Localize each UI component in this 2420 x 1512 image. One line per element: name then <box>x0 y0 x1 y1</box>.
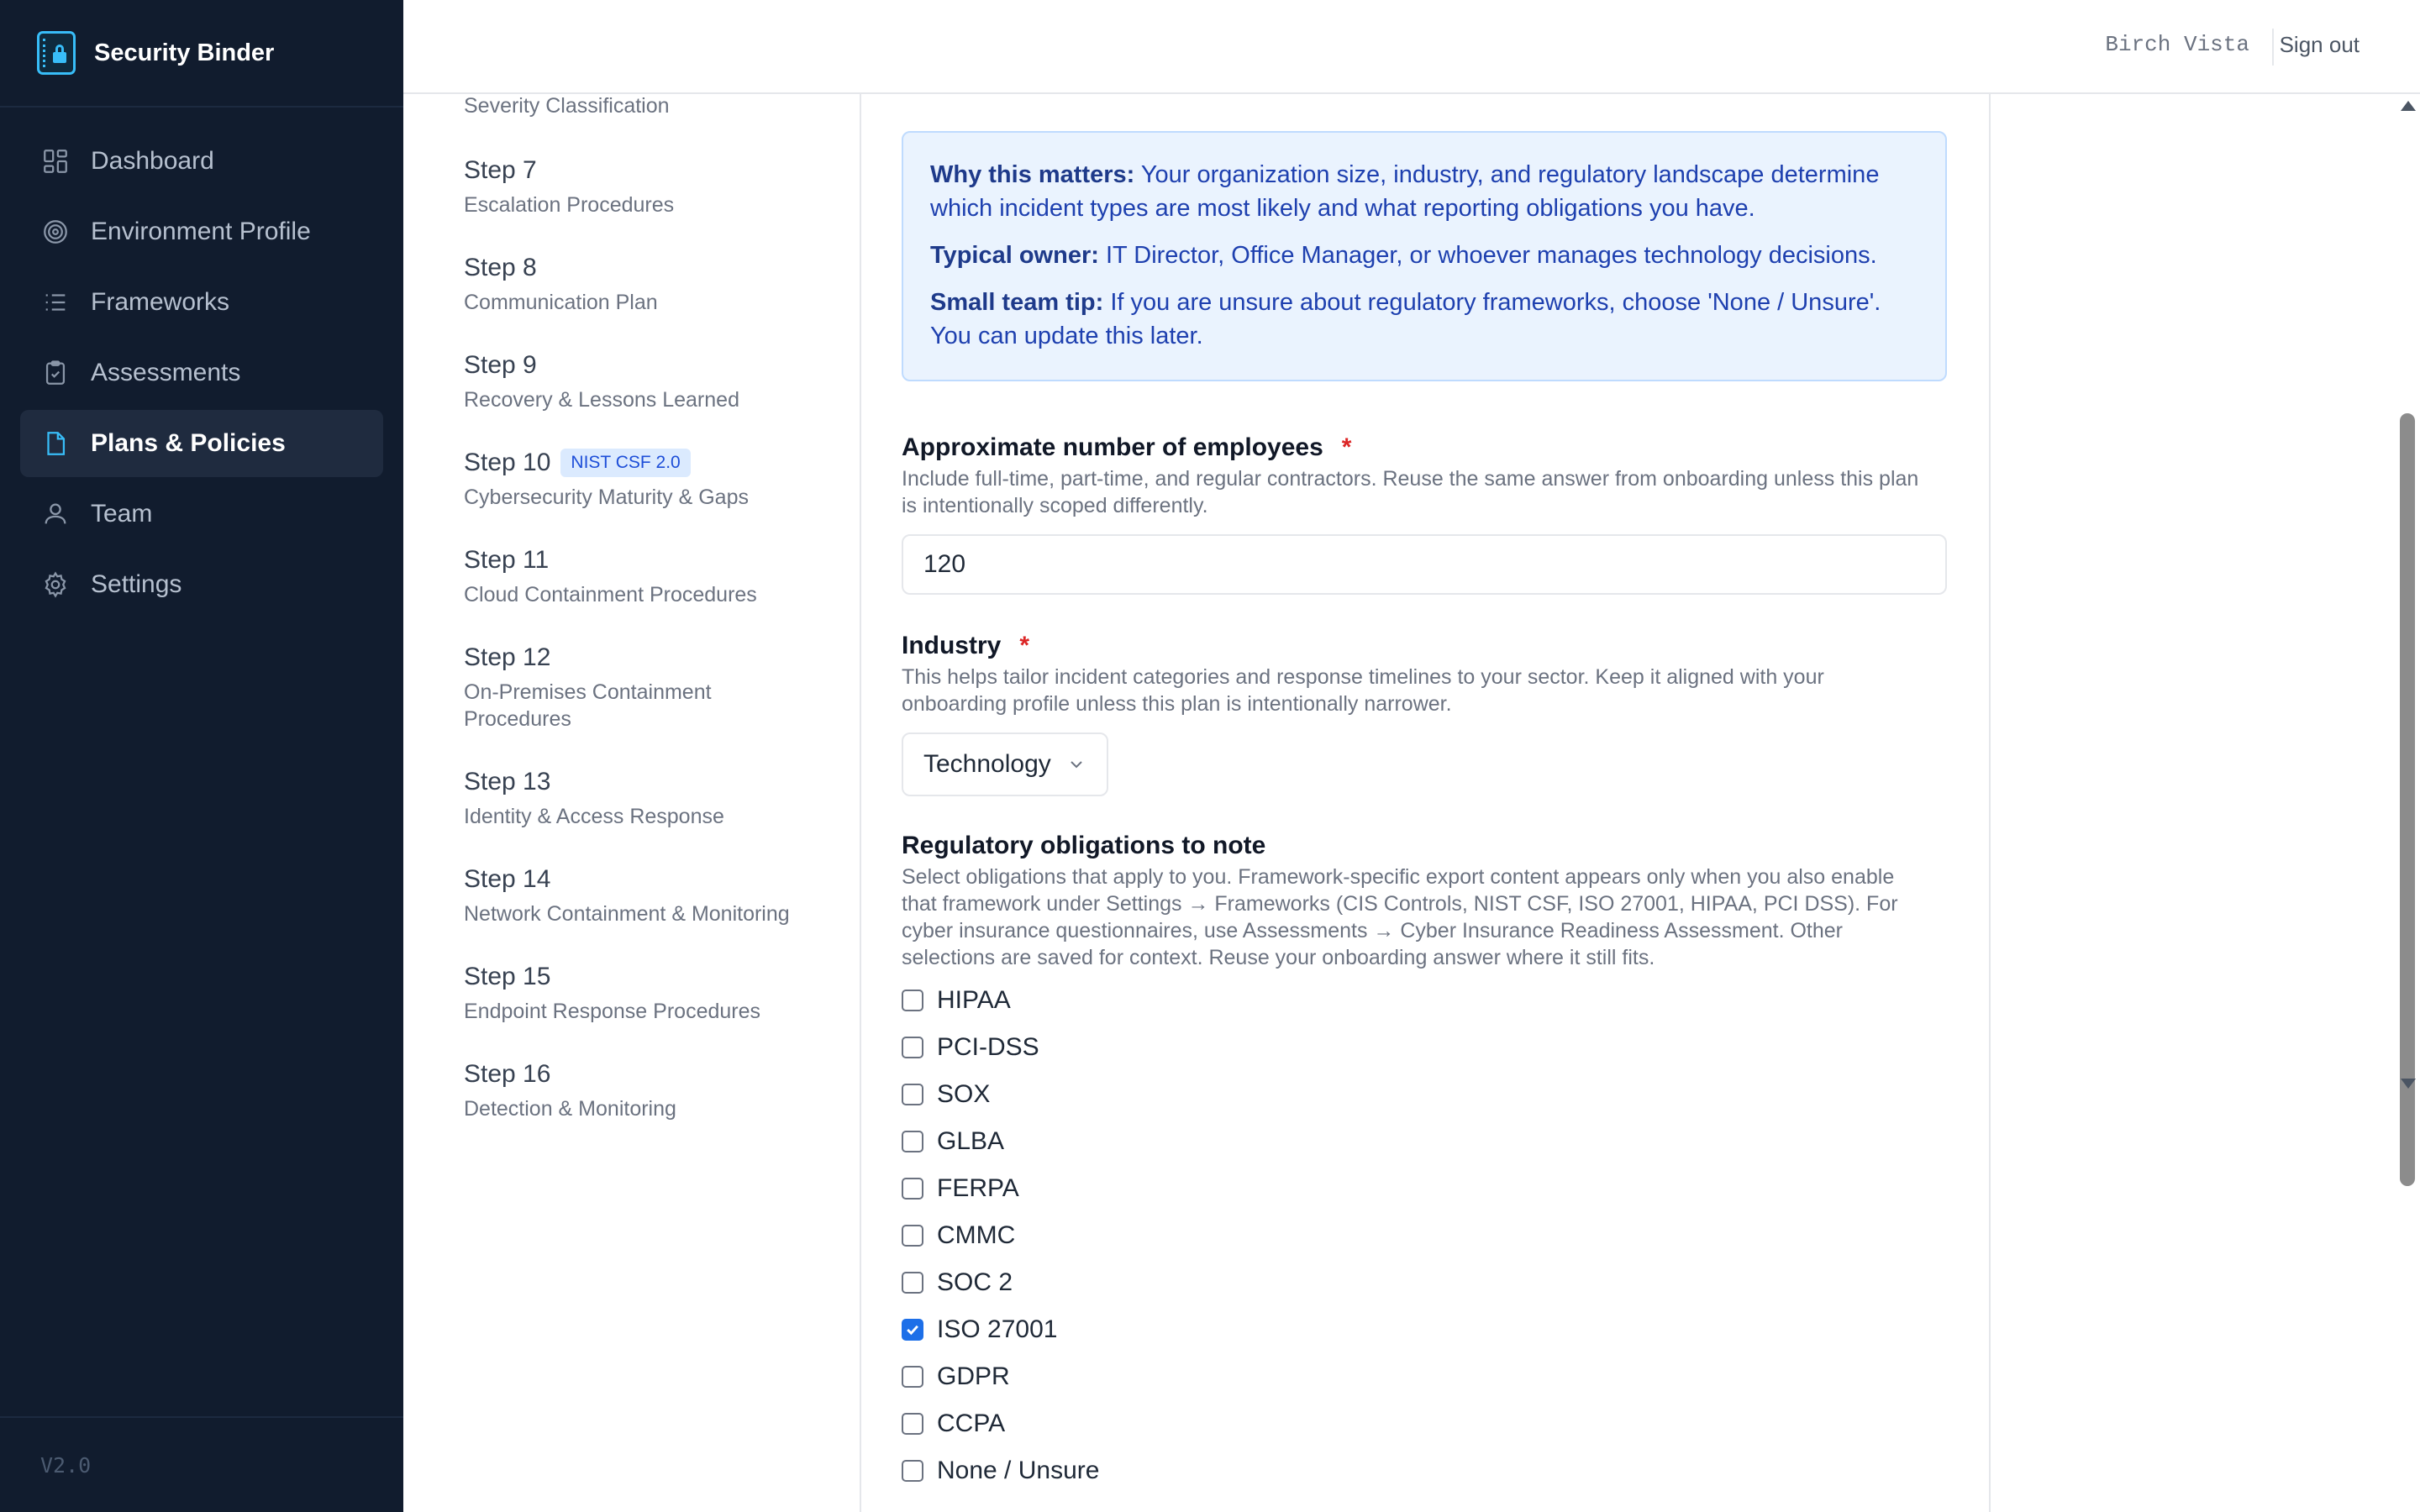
app-name: Security Binder <box>94 39 275 66</box>
checkbox[interactable] <box>902 1178 923 1200</box>
small-team-tip: Small team tip: If you are unsure about regulatory frameworks, choose 'None / Unsure'. You can update this later. <box>930 289 1881 349</box>
info-callout <box>902 131 1947 381</box>
sidebar-item-label: Frameworks <box>91 288 230 316</box>
step-subtitle: Identity & Access Response <box>464 805 724 828</box>
required-mark: * <box>1341 433 1352 461</box>
sidebar-item-label: Environment Profile <box>91 218 311 245</box>
checkbox[interactable] <box>902 1413 923 1435</box>
step-item-8[interactable] <box>464 254 817 316</box>
step-subtitle: Escalation Procedures <box>464 193 675 217</box>
steps-list <box>403 94 861 1512</box>
step-subtitle: On-Premises Containment Procedures <box>464 680 712 731</box>
step-item-12[interactable] <box>464 643 741 732</box>
step-title-row <box>464 449 817 477</box>
sidebar-item-label: Assessments <box>91 359 241 386</box>
checkbox[interactable] <box>902 1037 923 1058</box>
sidebar-item-settings[interactable] <box>20 551 383 618</box>
sidebar-item-assessments[interactable] <box>20 339 383 407</box>
checkbox-gdpr[interactable]: GDPR <box>902 1360 1010 1394</box>
step-item-10[interactable] <box>464 449 817 511</box>
employees-help: Include full-time, part-time, and regular contractors. Reuse the same answer from onboarding unless this plan is intentionally scoped differently. <box>902 467 1919 517</box>
checkbox-hipaa[interactable]: HIPAA <box>902 984 1011 1017</box>
step-item-16[interactable] <box>464 1060 817 1122</box>
sign-out-link[interactable]: Sign out <box>2279 32 2360 57</box>
step-item-15[interactable] <box>464 963 817 1025</box>
checkbox-soc2[interactable]: SOC 2 <box>902 1266 1013 1299</box>
checkbox-iso-27001[interactable]: ISO 27001 <box>902 1313 1057 1347</box>
typical-owner: Typical owner: IT Director, Office Manager, or whoever manages technology decisions. <box>930 242 1877 269</box>
industry-help: This helps tailor incident categories and response timelines to your sector. Keep it aligned with your onboarding profile unless this plan is intentionally narrower. <box>902 665 1824 716</box>
regulatory-label: Regulatory obligations to note <box>902 832 1266 859</box>
checkbox[interactable] <box>902 1366 923 1388</box>
chevron-down-icon <box>1066 754 1086 774</box>
checkbox-ferpa[interactable]: FERPA <box>902 1172 1019 1205</box>
step-title: Step 11 <box>464 546 550 574</box>
step-subtitle: Cloud Containment Procedures <box>464 583 757 606</box>
step-item-11[interactable] <box>464 546 817 608</box>
step-title: Step 16 <box>464 1060 551 1088</box>
binder-lock-icon <box>37 31 76 75</box>
dashboard-icon <box>40 146 71 176</box>
checkbox-pci-dss[interactable]: PCI-DSS <box>902 1031 1039 1064</box>
checkbox[interactable] <box>902 1460 923 1482</box>
checkbox[interactable] <box>902 1084 923 1105</box>
step-subtitle: Communication Plan <box>464 291 658 314</box>
scroll-up-arrow-icon[interactable] <box>2401 101 2416 111</box>
industry-select[interactable] <box>902 732 1108 796</box>
sidebar-item-label: Settings <box>91 570 182 598</box>
step-title: Step 13 <box>464 768 551 795</box>
step-title: Step 15 <box>464 963 551 990</box>
sidebar-item-label: Dashboard <box>91 147 214 175</box>
sidebar-nav <box>0 108 403 618</box>
step-subtitle: Endpoint Response Procedures <box>464 1000 761 1023</box>
sidebar-item-environment-profile[interactable] <box>20 198 383 265</box>
users-icon <box>40 499 71 529</box>
industry-label: Industry * <box>902 632 1030 659</box>
sidebar-item-frameworks[interactable] <box>20 269 383 336</box>
checkbox[interactable] <box>902 1225 923 1247</box>
why-this-matters: Why this matters: Your organization size, industry, and regulatory landscape determine which incident types are most likely and what reporting obligations you have. <box>930 161 1880 222</box>
framework-badge: NIST CSF 2.0 <box>560 449 690 477</box>
checkbox-sox[interactable]: SOX <box>902 1078 990 1111</box>
main-form <box>861 94 1991 1512</box>
checkbox[interactable] <box>902 990 923 1011</box>
step-title: Step 14 <box>464 865 551 893</box>
step-title: Step 10 <box>464 449 551 476</box>
sidebar-item-label: Team <box>91 500 153 528</box>
app-version: V2.0 <box>0 1416 403 1512</box>
list-icon <box>40 287 71 318</box>
employees-input[interactable]: 120 <box>902 534 1947 595</box>
checkbox[interactable] <box>902 1131 923 1152</box>
top-bar <box>403 0 2420 94</box>
checkbox-cmmc[interactable]: CMMC <box>902 1219 1015 1252</box>
step-item-7[interactable] <box>464 156 817 218</box>
step-item-9[interactable] <box>464 351 817 413</box>
industry-value: Technology <box>923 750 1051 778</box>
sidebar-item-team[interactable] <box>20 480 383 548</box>
step-subtitle: Network Containment & Monitoring <box>464 902 790 926</box>
step-subtitle: Cybersecurity Maturity & Gaps <box>464 486 749 509</box>
step-item-13[interactable] <box>464 768 817 830</box>
step-title: Step 9 <box>464 351 537 379</box>
checkbox-glba[interactable]: GLBA <box>902 1125 1004 1158</box>
step-subtitle: Recovery & Lessons Learned <box>464 388 739 412</box>
sidebar-item-dashboard[interactable] <box>20 128 383 195</box>
gear-icon <box>40 570 71 600</box>
checkbox-none-unsure[interactable]: None / Unsure <box>902 1454 1099 1488</box>
checkbox-checked[interactable] <box>902 1319 923 1341</box>
checkbox-ccpa[interactable]: CCPA <box>902 1407 1005 1441</box>
required-mark: * <box>1019 632 1030 659</box>
step-item-14[interactable] <box>464 865 817 927</box>
checkbox[interactable] <box>902 1272 923 1294</box>
scrollbar[interactable] <box>2395 94 2420 1512</box>
brand[interactable] <box>0 0 403 108</box>
user-name: Birch Vista <box>2105 32 2249 57</box>
target-icon <box>40 217 71 247</box>
regulatory-help: Select obligations that apply to you. Framework-specific export content appears only when you also enable that framework under Settings → Frameworks (CIS Controls, NIST CSF, ISO 27001, HIPAA, PCI DSS). For cyber insurance questionnaires, use Assessments → Cyber Insurance Readiness Assessment. Other selections are saved for context. Reuse your onboarding answer where it still fits. <box>902 865 1898 969</box>
step-subtitle[interactable]: Severity Classification <box>464 94 670 118</box>
step-subtitle: Detection & Monitoring <box>464 1097 676 1121</box>
step-title: Step 7 <box>464 156 537 184</box>
sidebar <box>0 0 403 1512</box>
step-title: Step 8 <box>464 254 537 281</box>
sidebar-item-plans-policies[interactable] <box>20 410 383 477</box>
sidebar-item-label: Plans & Policies <box>91 429 286 457</box>
scroll-down-arrow-icon[interactable] <box>2401 1079 2416 1089</box>
scrollbar-thumb[interactable] <box>2400 413 2415 1186</box>
divider <box>2272 29 2274 66</box>
employees-label: Approximate number of employees * <box>902 433 1352 461</box>
clipboard-check-icon <box>40 358 71 388</box>
step-title: Step 12 <box>464 643 551 671</box>
document-icon <box>40 428 71 459</box>
check-icon <box>904 1321 921 1338</box>
